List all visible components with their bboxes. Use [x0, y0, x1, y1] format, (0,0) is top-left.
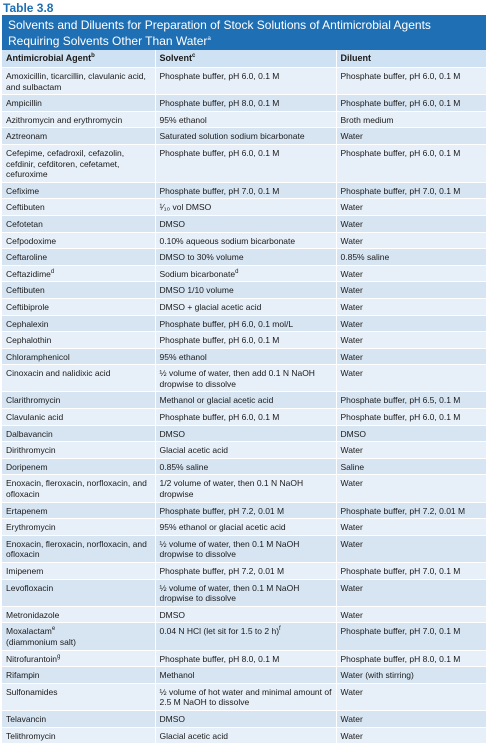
header-solvent-label: Solvent — [159, 53, 193, 63]
agent-text: Nitrofurantoin — [6, 653, 58, 664]
table-body — [2, 68, 486, 744]
table-title-text: Solvents and Diluents for Preparation of Stock Solutions of Antimicrobial Agents Requiring Solvents Other Than Water — [8, 18, 431, 48]
agent-cell — [2, 475, 155, 502]
solvent-cell — [155, 606, 336, 623]
solvent-cell — [155, 667, 336, 684]
diluent-text: Water — [340, 478, 363, 489]
diluent-cell — [336, 128, 486, 145]
agent-text: Moxalactam — [6, 626, 52, 637]
agent-cell — [2, 348, 155, 365]
solvent-text: DMSO — [159, 713, 185, 724]
solvent-cell — [155, 332, 336, 349]
table-row — [2, 95, 486, 112]
solvent-cell — [155, 315, 336, 332]
table-row — [2, 282, 486, 299]
diluent-text: Water — [340, 131, 363, 142]
agent-cell — [2, 409, 155, 426]
table-row — [2, 215, 486, 232]
solvent-text: 95% ethanol or glacial acetic acid — [159, 522, 286, 533]
solvent-text: Phosphate buffer, pH 7.2, 0.01 M — [159, 505, 285, 516]
diluent-cell — [336, 232, 486, 249]
diluent-text: Phosphate buffer, pH 6.0, 0.1 M — [340, 412, 461, 423]
agent-cell — [2, 232, 155, 249]
solvent-cell — [155, 392, 336, 409]
solvents-table — [2, 50, 486, 744]
diluent-text: Water — [340, 318, 363, 329]
agent-cell — [2, 111, 155, 128]
agent-text: Cinoxacin and nalidixic acid — [6, 368, 111, 379]
agent-text: Levofloxacin — [6, 582, 54, 593]
diluent-text: Phosphate buffer, pH 6.0, 0.1 M — [340, 71, 461, 81]
solvent-cell — [155, 232, 336, 249]
solvent-text: DMSO + glacial acetic acid — [159, 301, 262, 312]
diluent-cell — [336, 502, 486, 519]
agent-text: Clavulanic acid — [6, 412, 64, 423]
diluent-cell — [336, 519, 486, 536]
agent-cell — [2, 144, 155, 182]
agent-text: Cefepime, cefadroxil, cefazolin, cefdinir, cefditoren, cefetamet, cefuroxime — [6, 147, 125, 180]
agent-cell — [2, 282, 155, 299]
diluent-cell — [336, 282, 486, 299]
diluent-cell — [336, 475, 486, 502]
agent-cell — [2, 458, 155, 475]
solvent-cell — [155, 502, 336, 519]
table-title — [2, 15, 486, 50]
diluent-text: Water — [340, 686, 363, 697]
diluent-cell — [336, 215, 486, 232]
table-row — [2, 475, 486, 502]
diluent-cell — [336, 667, 486, 684]
diluent-text: DMSO — [340, 428, 366, 439]
solvent-cell — [155, 68, 336, 95]
solvent-text: DMSO — [159, 609, 185, 620]
diluent-cell — [336, 650, 486, 667]
agent-text: Cefpodoxime — [6, 235, 57, 246]
solvent-cell — [155, 458, 336, 475]
diluent-text: Water — [340, 522, 363, 533]
agent-cell — [2, 606, 155, 623]
agent-text: Telithromycin — [6, 730, 56, 741]
solvent-text: Phosphate buffer, pH 6.0, 0.1 mol/L — [159, 318, 294, 329]
solvent-text: DMSO to 30% volume — [159, 252, 244, 263]
diluent-cell — [336, 315, 486, 332]
solvent-text: DMSO — [159, 428, 185, 439]
diluent-text: Water — [340, 368, 363, 379]
solvent-text: ½ volume of water, then add 0.1 N NaOH dropwise to dissolve — [159, 368, 315, 389]
agent-text: Erythromycin — [6, 522, 56, 533]
diluent-cell — [336, 182, 486, 199]
agent-cell — [2, 502, 155, 519]
solvent-text: ½ volume of water, then 0.1 M NaOH dropwise to dissolve — [159, 538, 300, 560]
agent-cell — [2, 667, 155, 684]
agent-cell — [2, 199, 155, 216]
diluent-text: Water — [340, 301, 363, 312]
diluent-cell — [336, 111, 486, 128]
diluent-cell — [336, 458, 486, 475]
agent-text: Ampicillin — [6, 98, 42, 109]
table-row — [2, 535, 486, 562]
diluent-text: Water — [340, 713, 363, 724]
table-row — [2, 710, 486, 727]
table-row — [2, 409, 486, 426]
table-row — [2, 232, 486, 249]
table-row — [2, 667, 486, 684]
header-agent-label: Antimicrobial Agent — [6, 53, 92, 63]
agent-text: Aztreonam — [6, 131, 48, 142]
header-agent — [2, 50, 155, 68]
diluent-text: Water — [340, 445, 363, 456]
diluent-cell — [336, 409, 486, 426]
diluent-cell — [336, 535, 486, 562]
solvent-text: ½ volume of hot water and minimal amount of 2.5 M NaOH to dissolve — [159, 686, 332, 708]
diluent-text: Phosphate buffer, pH 6.0, 0.1 M — [340, 147, 461, 158]
solvent-cell — [155, 365, 336, 392]
diluent-text: Phosphate buffer, pH 8.0, 0.1 M — [340, 653, 461, 664]
table-container — [2, 1, 486, 744]
table-row — [2, 182, 486, 199]
agent-text: Cephalothin — [6, 335, 52, 346]
diluent-cell — [336, 623, 486, 650]
diluent-cell — [336, 348, 486, 365]
diluent-text: Water — [340, 202, 363, 213]
diluent-cell — [336, 710, 486, 727]
agent-cell — [2, 315, 155, 332]
table-row — [2, 144, 486, 182]
table-row — [2, 650, 486, 667]
agent-cell — [2, 710, 155, 727]
solvent-cell — [155, 535, 336, 562]
agent-text: Ceftibuten — [6, 285, 45, 296]
agent-text: Clarithromycin — [6, 395, 61, 406]
table-row — [2, 425, 486, 442]
diluent-text: Water — [340, 609, 363, 620]
diluent-cell — [336, 563, 486, 580]
agent-text: Dalbavancin — [6, 428, 53, 439]
header-row — [2, 50, 486, 68]
solvent-text: 1/2 volume of water, then 0.1 N NaOH dropwise — [159, 478, 304, 500]
agent-text: Cephalexin — [6, 318, 49, 329]
solvent-cell — [155, 563, 336, 580]
diluent-cell — [336, 265, 486, 282]
agent-cell — [2, 332, 155, 349]
agent-text: Ceftibuten — [6, 202, 45, 213]
agent-cell — [2, 519, 155, 536]
diluent-text: Phosphate buffer, pH 7.0, 0.1 M — [340, 185, 461, 196]
solvent-text: Phosphate buffer, pH 7.2, 0.01 M — [159, 566, 285, 576]
agent-text: Imipenem — [6, 566, 44, 576]
solvent-text: 95% ethanol — [159, 114, 207, 125]
agent-cell — [2, 182, 155, 199]
solvent-footnote: f — [279, 626, 281, 633]
agent-cell — [2, 298, 155, 315]
solvent-text: DMSO — [159, 218, 185, 229]
solvent-cell — [155, 710, 336, 727]
solvent-text: Phosphate buffer, pH 6.0, 0.1 M — [159, 71, 280, 81]
solvent-text: 0.85% saline — [159, 461, 209, 472]
table-row — [2, 68, 486, 95]
agent-cell — [2, 683, 155, 710]
solvent-text: ¹⁄₁₀ vol DMSO — [159, 202, 212, 213]
agent-cell — [2, 95, 155, 112]
solvent-text: Phosphate buffer, pH 6.0, 0.1 M — [159, 147, 280, 158]
solvent-footnote: d — [235, 268, 239, 275]
solvent-cell — [155, 199, 336, 216]
table-row — [2, 249, 486, 266]
solvent-text: Glacial acetic acid — [159, 445, 229, 456]
solvent-cell — [155, 623, 336, 650]
table-label: Table 3.8 — [3, 1, 54, 15]
solvent-text: Methanol or glacial acetic acid — [159, 395, 274, 406]
solvent-cell — [155, 650, 336, 667]
table-row — [2, 199, 486, 216]
diluent-text: Phosphate buffer, pH 7.0, 0.1 M — [340, 626, 461, 637]
solvent-text: Phosphate buffer, pH 8.0, 0.1 M — [159, 98, 280, 109]
table-row — [2, 579, 486, 606]
agent-text: Azithromycin and erythromycin — [6, 114, 123, 125]
diluent-cell — [336, 365, 486, 392]
agent-cell — [2, 215, 155, 232]
solvent-cell — [155, 683, 336, 710]
agent-text: Doripenem — [6, 461, 48, 472]
diluent-cell — [336, 606, 486, 623]
solvent-cell — [155, 265, 336, 282]
solvent-cell — [155, 128, 336, 145]
solvent-cell — [155, 144, 336, 182]
diluent-text: Water — [340, 582, 363, 593]
agent-footnote: e — [51, 626, 56, 633]
diluent-cell — [336, 683, 486, 710]
table-row — [2, 128, 486, 145]
solvent-cell — [155, 425, 336, 442]
diluent-text: Water — [340, 218, 363, 229]
solvent-cell — [155, 282, 336, 299]
diluent-text: Phosphate buffer, pH 6.0, 0.1 M — [340, 98, 461, 109]
agent-cell — [2, 442, 155, 459]
agent-cell — [2, 249, 155, 266]
solvent-text: Phosphate buffer, pH 6.0, 0.1 M — [159, 412, 280, 423]
diluent-cell — [336, 442, 486, 459]
header-diluent-label: Diluent — [340, 53, 371, 63]
table-row — [2, 111, 486, 128]
diluent-text: Water — [340, 268, 363, 279]
agent-cell — [2, 579, 155, 606]
agent-cell — [2, 68, 155, 95]
diluent-cell — [336, 392, 486, 409]
table-row — [2, 298, 486, 315]
diluent-text: Saline — [340, 461, 365, 472]
agent-text: Rifampin — [6, 670, 40, 681]
solvent-text: 0.10% aqueous sodium bicarbonate — [159, 235, 296, 246]
agent-text: Sulfonamides — [6, 686, 58, 697]
diluent-cell — [336, 199, 486, 216]
diluent-cell — [336, 144, 486, 182]
agent-footnote: g — [57, 653, 61, 660]
agent-text-line2: (diammonium salt) — [6, 636, 76, 647]
agent-text: Enoxacin, fleroxacin, norfloxacin, and ofloxacin — [6, 538, 147, 560]
header-solvent-footnote: c — [192, 53, 196, 59]
table-row — [2, 315, 486, 332]
solvent-text: 95% ethanol — [159, 351, 207, 362]
table-row — [2, 348, 486, 365]
agent-text: Dirithromycin — [6, 445, 56, 456]
solvent-cell — [155, 111, 336, 128]
solvent-cell — [155, 348, 336, 365]
diluent-cell — [336, 95, 486, 112]
table-row — [2, 265, 486, 282]
solvent-cell — [155, 298, 336, 315]
solvent-cell — [155, 442, 336, 459]
agent-text: Chloramphenicol — [6, 351, 70, 362]
header-diluent — [336, 50, 486, 68]
agent-cell — [2, 650, 155, 667]
solvent-cell — [155, 182, 336, 199]
table-row — [2, 502, 486, 519]
agent-cell — [2, 425, 155, 442]
solvent-text: ½ volume of water, then 0.1 M NaOH dropwise to dissolve — [159, 582, 300, 604]
header-agent-footnote: b — [91, 53, 95, 59]
agent-text: Enoxacin, fleroxacin, norfloxacin, and ofloxacin — [6, 478, 147, 500]
table-row — [2, 458, 486, 475]
diluent-cell — [336, 68, 486, 95]
table-row — [2, 683, 486, 710]
agent-text: Metronidazole — [6, 609, 60, 620]
table-row — [2, 332, 486, 349]
solvent-cell — [155, 249, 336, 266]
solvent-text: Phosphate buffer, pH 6.0, 0.1 M — [159, 335, 280, 346]
diluent-text: Phosphate buffer, pH 7.0, 0.1 M — [340, 566, 461, 576]
table-row — [2, 563, 486, 580]
table-row — [2, 442, 486, 459]
agent-cell — [2, 392, 155, 409]
solvent-cell — [155, 95, 336, 112]
solvent-cell — [155, 579, 336, 606]
agent-text: Ceftazidime — [6, 268, 51, 279]
solvent-cell — [155, 215, 336, 232]
header-solvent — [155, 50, 336, 68]
agent-text: Telavancin — [6, 713, 47, 724]
diluent-text: 0.85% saline — [340, 252, 390, 263]
table-row — [2, 365, 486, 392]
agent-text: Amoxicillin, ticarcillin, clavulanic acid, and sulbactam — [6, 71, 146, 92]
solvent-text: Phosphate buffer, pH 7.0, 0.1 M — [159, 185, 280, 196]
diluent-text: Water — [340, 235, 363, 246]
agent-cell — [2, 265, 155, 282]
diluent-text: Broth medium — [340, 114, 394, 125]
agent-footnote: d — [50, 268, 55, 275]
diluent-text: Phosphate buffer, pH 6.5, 0.1 M — [340, 395, 461, 406]
solvent-text: DMSO 1/10 volume — [159, 285, 234, 296]
diluent-text: Water (with stirring) — [340, 670, 414, 681]
table-row — [2, 623, 486, 650]
solvent-text: Saturated solution sodium bicarbonate — [159, 131, 305, 142]
agent-text: Ceftibiprole — [6, 301, 49, 312]
agent-text: Cefixime — [6, 185, 40, 196]
diluent-cell — [336, 298, 486, 315]
diluent-text: Water — [340, 730, 363, 741]
diluent-text: Water — [340, 538, 363, 549]
solvent-text: 0.04 N HCl (let sit for 1.5 to 2 h) — [159, 626, 280, 637]
agent-cell — [2, 128, 155, 145]
diluent-text: Phosphate buffer, pH 7.2, 0.01 M — [340, 505, 466, 516]
agent-cell — [2, 563, 155, 580]
diluent-text: Water — [340, 285, 363, 296]
solvent-cell — [155, 519, 336, 536]
agent-cell — [2, 535, 155, 562]
solvent-cell — [155, 409, 336, 426]
diluent-cell — [336, 579, 486, 606]
agent-text: Ceftaroline — [6, 252, 48, 263]
table-row — [2, 519, 486, 536]
solvent-text: Phosphate buffer, pH 8.0, 0.1 M — [159, 653, 280, 664]
agent-text: Ertapenem — [6, 505, 48, 516]
diluent-cell — [336, 425, 486, 442]
solvent-text: Glacial acetic acid — [159, 730, 229, 741]
diluent-text: Water — [340, 351, 363, 362]
agent-cell — [2, 623, 155, 650]
table-title-footnote: a — [207, 36, 211, 42]
solvent-cell — [155, 475, 336, 502]
agent-text: Cefotetan — [6, 218, 43, 229]
table-row — [2, 392, 486, 409]
solvent-text: Methanol — [159, 670, 195, 681]
agent-cell — [2, 365, 155, 392]
solvent-text: Sodium bicarbonate — [159, 268, 236, 279]
diluent-cell — [336, 332, 486, 349]
diluent-text: Water — [340, 335, 363, 346]
table-row — [2, 606, 486, 623]
diluent-cell — [336, 249, 486, 266]
